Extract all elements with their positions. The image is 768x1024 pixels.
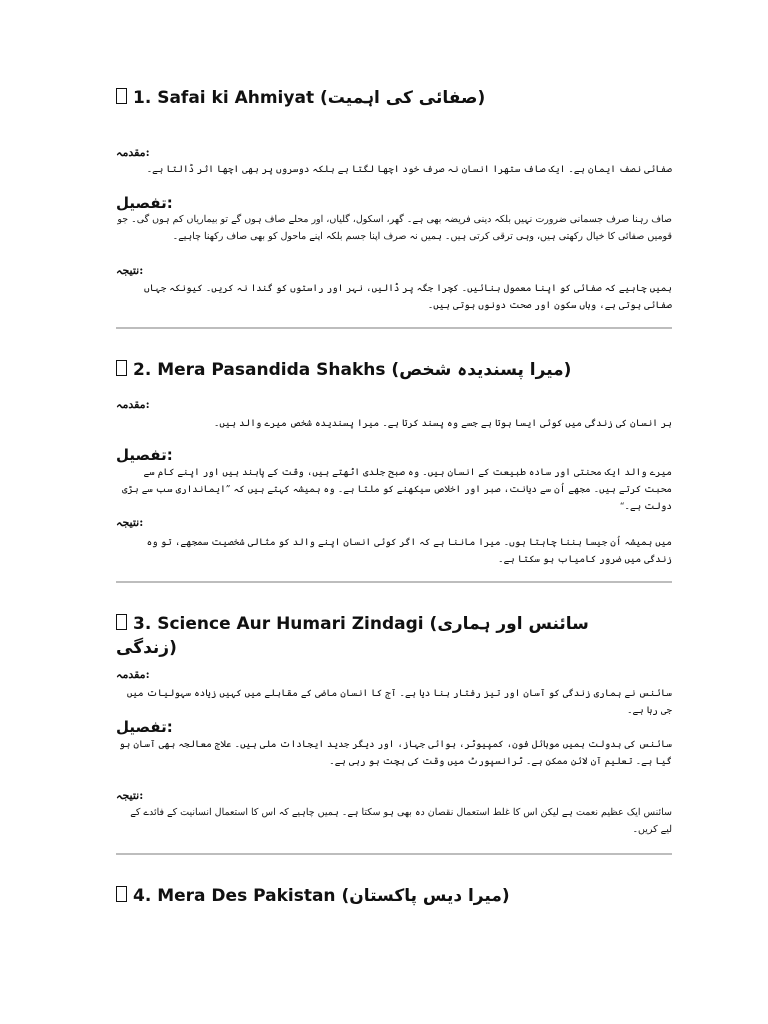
result-text: سائنس ایک عظیم نعمت ہے لیکن اس کا غلط استعمال نقصان دہ بھی ہو سکتا ہے۔ ہمیں چاہیے کہ اس کا استعمال انسانیت کے فائدے کے لیے کریں۔: [130, 807, 672, 835]
section-title: [116, 884, 672, 908]
section-title: [116, 358, 672, 382]
detail-label: تفصیل:: [116, 446, 173, 464]
section-title-text: 2. Mera Pasandida Shakhs (میرا پسندیدہ شخص): [133, 360, 572, 380]
detail-label: تفصیل:: [116, 194, 173, 212]
section-divider: [116, 327, 672, 329]
intro-label: مقدمہ:: [116, 146, 150, 159]
section-title-text: 4. Mera Des Pakistan (میرا دیس پاکستان): [133, 886, 510, 906]
detail-text: سائنس کی بدولت ہمیں موبائل فون، کمپیوٹر، ہوائی جہاز، اور دیگر جدید ایجادات ملی ہیں۔ علاج معالجہ بھی آسان ہو گیا ہے۔ تعلیم آن لائن ممکن ہے۔ ٹرانسپورٹ میں وقت کی بچت ہو رہی ہے۔: [119, 739, 672, 767]
intro-text: سائنس نے ہماری زندگی کو آسان اور تیز رفتار بنا دیا ہے۔ آج کا انسان ماضی کے مقابلے میں کہیں زیادہ سہولیات میں جی رہا ہے۔: [126, 688, 672, 716]
detail-label: تفصیل:: [116, 718, 173, 736]
essay-section-1: [116, 86, 672, 110]
checkbox-glyph-icon: [116, 886, 127, 902]
essay-section-2: [116, 358, 672, 382]
section-divider: [116, 581, 672, 583]
section-title-text: 3. Science Aur Humari Zindagi (سائنس اور ہماری زندگی): [116, 614, 589, 658]
checkbox-glyph-icon: [116, 88, 127, 104]
intro-text: ہر انسان کی زندگی میں کوئی ایسا ہوتا ہے جسے وہ پسند کرتا ہے۔ میرا پسندیدہ شخص میرے والد ہیں۔: [213, 418, 672, 429]
intro-label: مقدمہ:: [116, 398, 150, 411]
result-label: نتیجہ:: [116, 789, 144, 802]
detail-text: میرے والد ایک محنتی اور سادہ طبیعت کے انسان ہیں۔ وہ صبح جلدی اٹھتے ہیں، وقت کے پابند ہیں اور اپنے کام سے محبت کرتے ہیں۔ مجھے اُن سے دیانت، صبر اور اخلاص سیکھنے کو ملتا ہے۔ وہ ہمیشہ کہتے ہیں کہ ”ایمانداری سب سے بڑی دولت ہے۔“: [121, 467, 672, 512]
intro-label: مقدمہ:: [116, 668, 150, 681]
essay-section-3: [116, 612, 616, 660]
section-title: [116, 86, 672, 110]
checkbox-glyph-icon: [116, 360, 127, 376]
result-label: نتیجہ:: [116, 516, 144, 529]
essay-section-4: [116, 884, 672, 908]
section-divider: [116, 853, 672, 855]
result-text: ہمیں چاہیے کہ صفائی کو اپنا معمول بنائیں۔ کچرا جگہ پر ڈالیں، نہر اور راستوں کو گندا نہ کریں۔ کیونکہ جہاں صفائی ہوتی ہے، وہاں سکون اور صحت دونوں ہوتی ہیں۔: [144, 283, 672, 311]
checkbox-glyph-icon: [116, 614, 127, 630]
result-text: میں ہمیشہ اُن جیسا بننا چاہتا ہوں۔ میرا ماننا ہے کہ اگر کوئی انسان اپنے والد کو مثالی شخصیت سمجھے، تو وہ زندگی میں ضرور کامیاب ہو سکتا ہے۔: [146, 537, 672, 565]
result-label: نتیجہ:: [116, 264, 144, 277]
intro-text: صفائی نصف ایمان ہے۔ ایک صاف ستھرا انسان نہ صرف خود اچھا لگتا ہے بلکہ دوسروں پر بھی اچھا اثر ڈالتا ہے۔: [146, 164, 672, 175]
section-title: [116, 612, 616, 660]
detail-text: صاف رہنا صرف جسمانی ضرورت نہیں بلکہ دینی فریضہ بھی ہے۔ گھر، اسکول، گلیاں، اور محلے صاف ہوں گے تو بیماریاں کم ہوں گی۔ جو قومیں صفائی کا خیال رکھتی ہیں، وہی ترقی کرتی ہیں۔ ہمیں نہ صرف اپنا جسم بلکہ اپنے ماحول کو بھی صاف رکھنا چاہیے۔: [117, 214, 672, 242]
section-title-text: 1. Safai ki Ahmiyat (صفائی کی اہمیت): [133, 88, 486, 108]
